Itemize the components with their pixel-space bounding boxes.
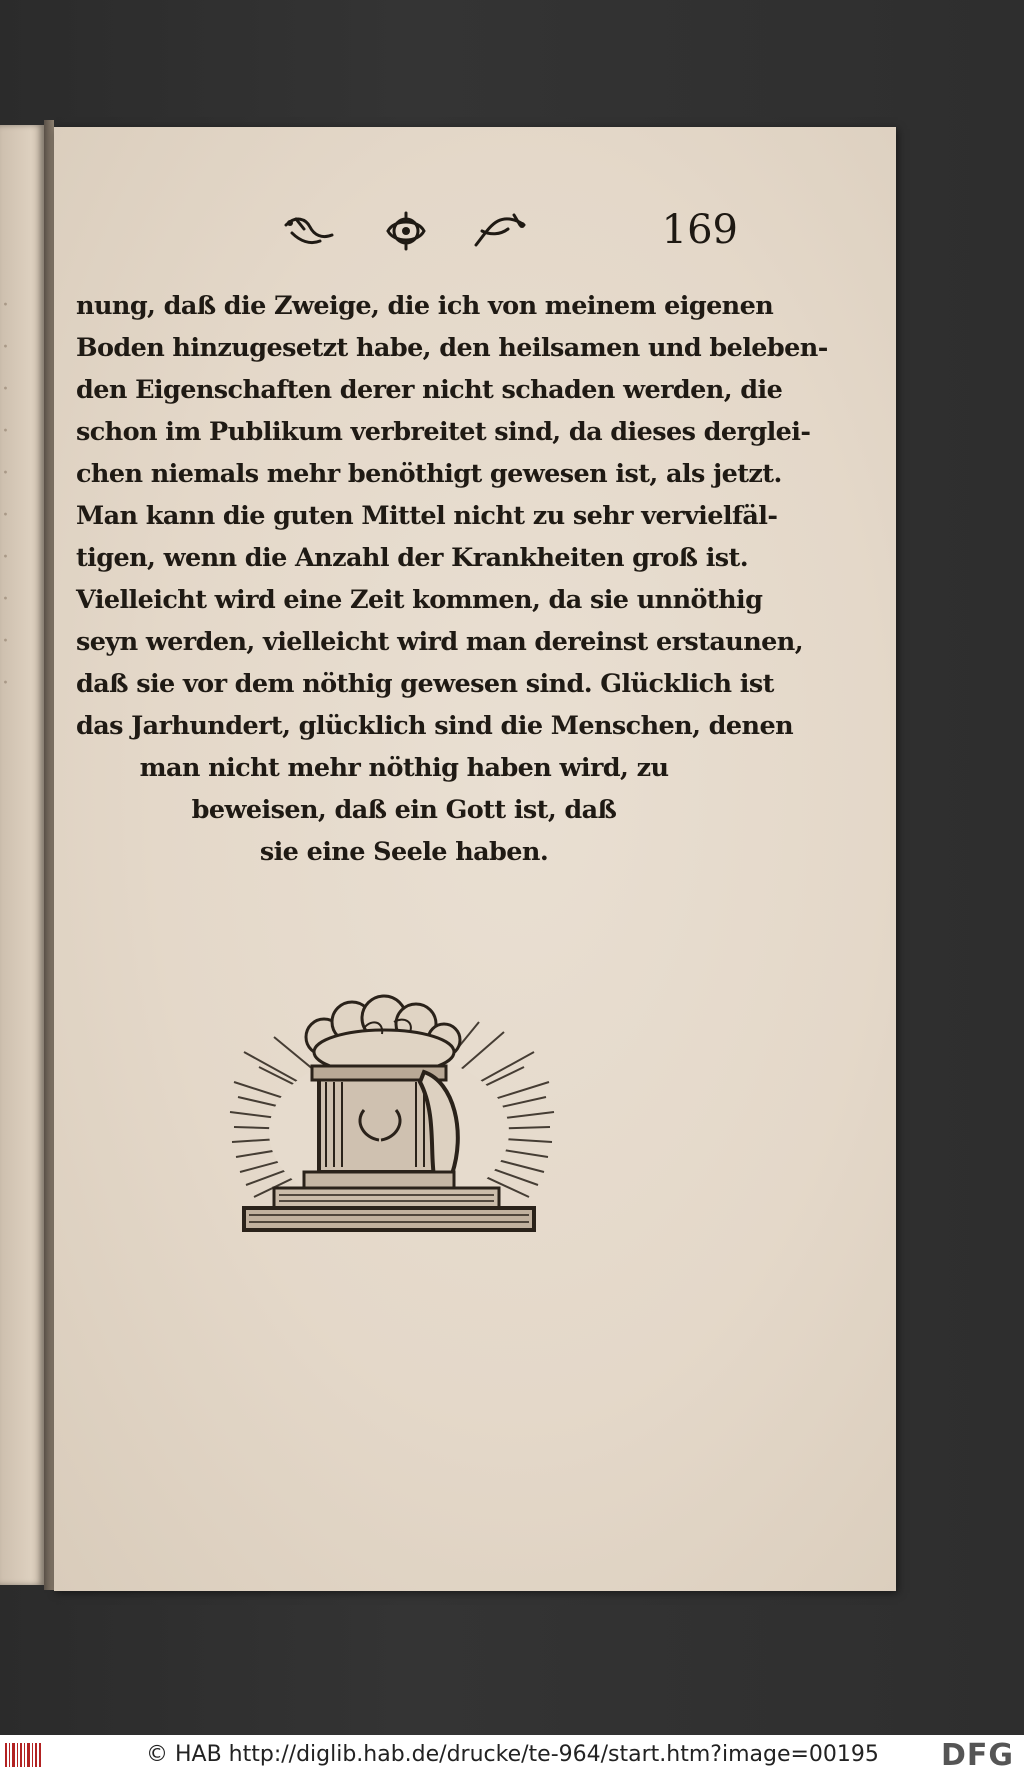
- text-line: daß sie vor dem nöthig gewesen sind. Glücklich ist: [76, 669, 774, 699]
- closing-line: beweisen, daß ein Gott ist, daß: [191, 795, 617, 825]
- header-ornament-icon: [276, 205, 536, 261]
- text-line: schon im Publikum verbreitet sind, da dieses derglei-: [76, 417, 811, 447]
- text-line: Boden hinzugesetzt habe, den heilsamen und beleben-: [76, 333, 828, 363]
- copyright-link[interactable]: © HAB http://diglib.hab.de/drucke/te-964/start.htm?image=00195: [146, 1742, 879, 1767]
- text-line: Vielleicht wird eine Zeit kommen, da sie unnöthig: [76, 585, 763, 615]
- text-line: den Eigenschaften derer nicht schaden werden, die: [76, 375, 783, 405]
- page-header: [54, 205, 896, 265]
- altar-vignette-icon: [204, 982, 574, 1252]
- dfg-logo: DFG: [940, 1738, 1014, 1773]
- text-line: chen niemals mehr benöthigt gewesen ist, als jetzt.: [76, 459, 782, 489]
- text-line: tigen, wenn die Anzahl der Krankheiten groß ist.: [76, 543, 748, 573]
- text-line: das Jarhundert, glücklich sind die Menschen, denen: [76, 711, 794, 741]
- book-page: [54, 127, 896, 1591]
- closing-line: man nicht mehr nöthig haben wird, zu: [139, 753, 669, 783]
- text-line: seyn werden, vielleicht wird man dereinst erstaunen,: [76, 627, 804, 657]
- page-number: 169: [661, 207, 738, 253]
- left-page-fragments: · · · · · · · · · ·: [2, 293, 9, 696]
- text-line: nung, daß die Zweige, die ich von meinem eigenen: [76, 291, 774, 321]
- barcode-icon: [4, 1741, 44, 1769]
- body-text: [76, 285, 828, 873]
- footer-bar: [0, 1735, 1024, 1776]
- closing-line: sie eine Seele haben.: [259, 837, 549, 867]
- left-page-edge: [0, 125, 44, 1585]
- book-gutter: [44, 120, 54, 1590]
- text-line: Man kann die guten Mittel nicht zu sehr vervielfäl-: [76, 501, 778, 531]
